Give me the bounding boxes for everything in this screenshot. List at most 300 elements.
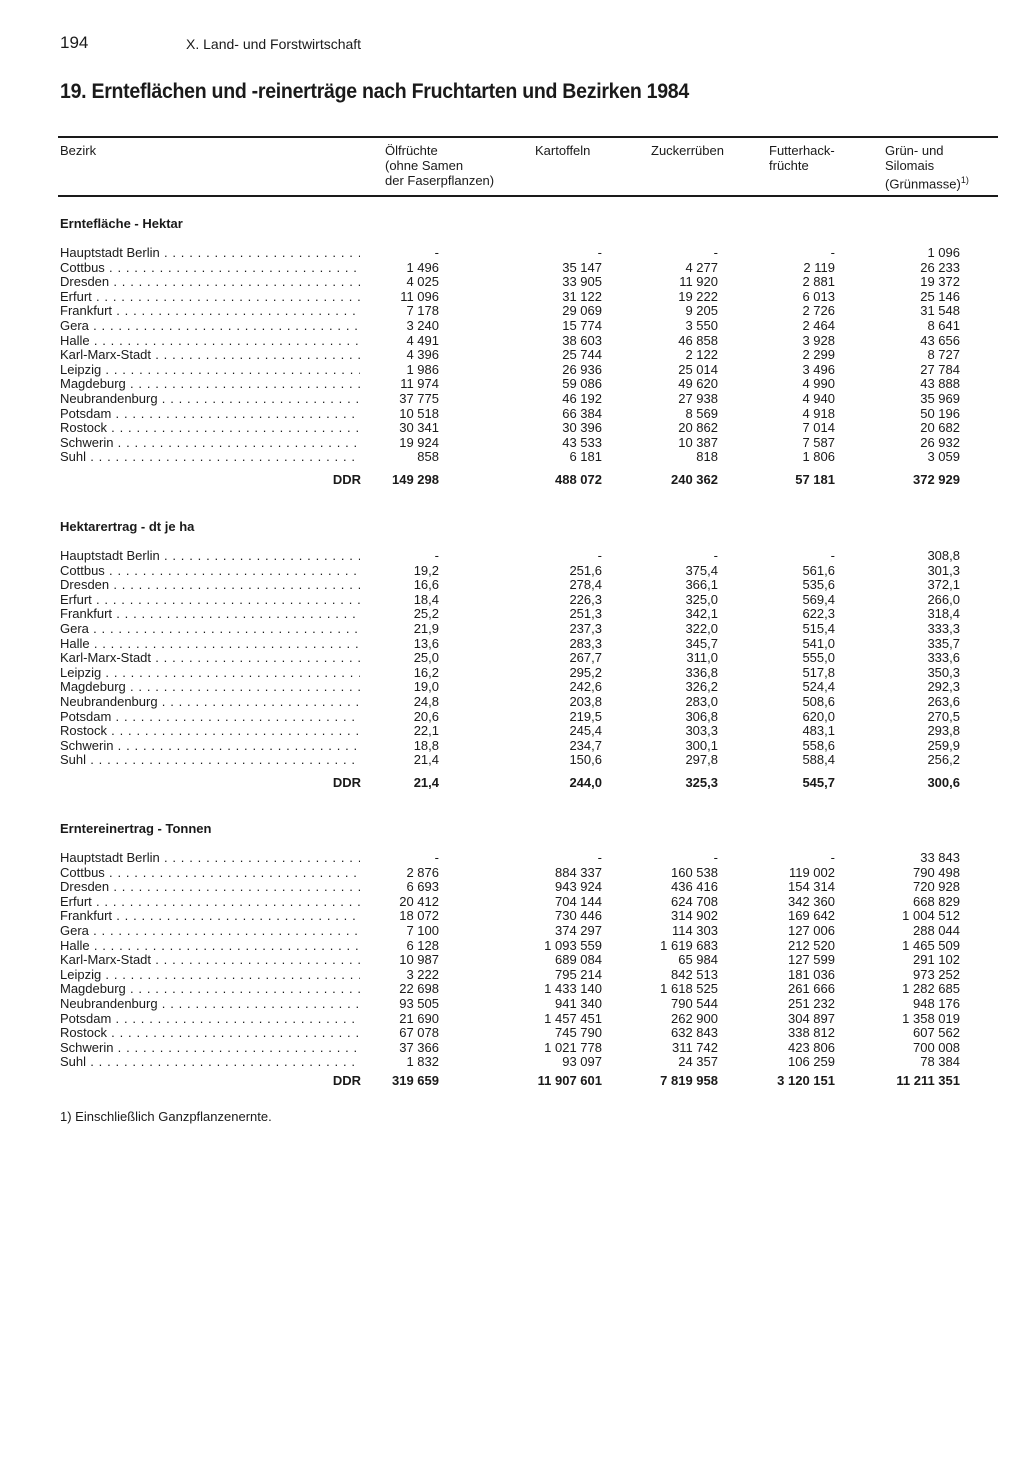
bezirk-name: Magdeburg . . . xyxy=(60,680,360,695)
table-cell: 2 726 xyxy=(802,303,835,319)
column-header-bezirk: Bezirk xyxy=(60,143,97,158)
table-cell: 4 918 xyxy=(802,405,835,421)
table-cell: - xyxy=(830,245,835,260)
table-cell: 65 984 xyxy=(678,952,718,968)
table-cell: 1 093 559 xyxy=(544,937,602,953)
table-cell: 20 412 xyxy=(399,893,439,909)
table-row xyxy=(0,564,1024,579)
table-cell: 333,6 xyxy=(927,650,960,666)
table-cell: 114 303 xyxy=(671,922,718,938)
table-cell: 620,0 xyxy=(802,708,835,724)
table-cell: 119 002 xyxy=(788,864,835,880)
page-number: 194 xyxy=(60,33,89,52)
table-row xyxy=(0,739,1024,754)
table-cell: 291 102 xyxy=(913,952,960,968)
table-cell: 35 969 xyxy=(920,390,960,406)
table-cell: 4 277 xyxy=(685,259,718,275)
table-cell: 237,3 xyxy=(569,620,602,636)
table-row xyxy=(0,275,1024,290)
table-cell: 1 021 778 xyxy=(544,1039,602,1055)
table-cell: 569,4 xyxy=(802,591,835,607)
table-cell: 624 708 xyxy=(671,893,718,909)
table-cell: 632 843 xyxy=(671,1025,718,1041)
table-cell: 704 144 xyxy=(555,893,602,909)
table-row xyxy=(0,651,1024,666)
table-row xyxy=(0,348,1024,363)
table-row xyxy=(0,1012,1024,1027)
table-cell: 326,2 xyxy=(685,679,718,695)
table-cell: 49 620 xyxy=(678,376,718,392)
table-cell: 26 932 xyxy=(920,434,960,450)
table-cell: 38 603 xyxy=(562,332,602,348)
table-cell: 226,3 xyxy=(569,591,602,607)
bezirk-name: Dresden . . . xyxy=(60,880,360,895)
table-cell: - xyxy=(713,548,718,563)
total-cell: 57 181 xyxy=(795,472,835,487)
table-cell: 314 902 xyxy=(671,908,718,924)
section-rows xyxy=(0,851,1024,1070)
table-cell: 561,6 xyxy=(802,562,835,578)
table-cell: 1 832 xyxy=(406,1054,439,1070)
table-cell: 2 122 xyxy=(685,347,718,363)
table-cell: 342 360 xyxy=(788,893,835,909)
table-cell: 35 147 xyxy=(562,259,602,275)
table-cell: 66 384 xyxy=(562,405,602,421)
table-row xyxy=(0,363,1024,378)
table-cell: 588,4 xyxy=(802,752,835,768)
table-cell: 11 920 xyxy=(679,274,718,290)
table-cell: 6 693 xyxy=(406,879,439,895)
table-cell: 4 396 xyxy=(406,347,439,363)
table-cell: 2 299 xyxy=(802,347,835,363)
total-cell: 11 211 351 xyxy=(896,1073,960,1088)
table-cell: 251,3 xyxy=(569,606,602,622)
table-cell: 1 358 019 xyxy=(902,1010,960,1026)
table-row xyxy=(0,578,1024,593)
section-rows xyxy=(0,246,1024,465)
table-cell: 541,0 xyxy=(802,635,835,651)
table-cell: 29 069 xyxy=(562,303,602,319)
table-cell: 26 936 xyxy=(562,361,602,377)
table-cell: 261 666 xyxy=(788,981,835,997)
table-row xyxy=(0,450,1024,465)
table-cell: 46 192 xyxy=(562,390,602,406)
table-cell: 11 096 xyxy=(400,288,439,304)
table-cell: 375,4 xyxy=(685,562,718,578)
table-cell: 43 533 xyxy=(562,434,602,450)
total-row xyxy=(0,472,1024,488)
table-cell: 858 xyxy=(417,449,439,465)
table-cell: 720 928 xyxy=(913,879,960,895)
table-cell: 818 xyxy=(696,449,718,465)
table-cell: - xyxy=(434,245,439,260)
table-cell: 524,4 xyxy=(802,679,835,695)
table-cell: 25,2 xyxy=(413,606,439,622)
table-cell: 18,8 xyxy=(413,737,439,753)
table-cell: 251 232 xyxy=(788,995,835,1011)
table-cell: 181 036 xyxy=(788,966,835,982)
table-cell: 1 282 685 xyxy=(902,981,960,997)
table-row xyxy=(0,953,1024,968)
bezirk-name: Potsdam . . . xyxy=(60,710,360,725)
bezirk-name: Frankfurt . . . xyxy=(60,909,360,924)
table-cell: 30 341 xyxy=(399,420,439,436)
table-cell: 259,9 xyxy=(927,737,960,753)
table-row xyxy=(0,334,1024,349)
table-cell: 303,3 xyxy=(685,723,718,739)
table-cell: 304 897 xyxy=(788,1010,835,1026)
table-cell: 16,2 xyxy=(413,664,439,680)
total-cell: 3 120 151 xyxy=(777,1073,835,1088)
table-cell: 335,7 xyxy=(927,635,960,651)
table-cell: 374 297 xyxy=(555,922,602,938)
table-cell: 336,8 xyxy=(685,664,718,680)
table-row xyxy=(0,710,1024,725)
column-header-zuckerrueben: Zuckerrüben xyxy=(651,143,724,158)
table-cell: 730 446 xyxy=(555,908,602,924)
bezirk-name: Neubrandenburg . . . xyxy=(60,695,360,710)
table-cell: 366,1 xyxy=(685,577,718,593)
table-cell: 292,3 xyxy=(927,679,960,695)
table-cell: 558,6 xyxy=(802,737,835,753)
table-row xyxy=(0,593,1024,608)
table-cell: 242,6 xyxy=(569,679,602,695)
table-cell: 288 044 xyxy=(913,922,960,938)
table-cell: 3 222 xyxy=(406,966,439,982)
total-cell: 372 929 xyxy=(913,472,960,487)
bezirk-name: Leipzig . . . xyxy=(60,968,360,983)
table-cell: 1 004 512 xyxy=(902,908,960,924)
table-row xyxy=(0,895,1024,910)
total-cell: 488 072 xyxy=(555,472,602,487)
table-cell: 668 829 xyxy=(913,893,960,909)
table-cell: 27 784 xyxy=(920,361,960,377)
table-cell: 19 924 xyxy=(399,434,439,450)
bezirk-name: Potsdam . . . xyxy=(60,1012,360,1027)
table-cell: 19 372 xyxy=(920,274,960,290)
table-cell: 322,0 xyxy=(685,620,718,636)
table-cell: 283,3 xyxy=(569,635,602,651)
total-cell: 319 659 xyxy=(392,1073,439,1088)
table-cell: 300,1 xyxy=(685,737,718,753)
table-row xyxy=(0,666,1024,681)
table-cell: 2 119 xyxy=(803,259,835,275)
table-cell: 219,5 xyxy=(569,708,602,724)
table-cell: 689 084 xyxy=(555,952,602,968)
table-cell: 20 862 xyxy=(678,420,718,436)
table-row xyxy=(0,924,1024,939)
total-cell: 244,0 xyxy=(569,775,602,790)
table-cell: 3 496 xyxy=(802,361,835,377)
table-cell: 350,3 xyxy=(927,664,960,680)
table-cell: 212 520 xyxy=(788,937,835,953)
table-cell: 25 014 xyxy=(678,361,718,377)
table-row xyxy=(0,392,1024,407)
table-cell: 6 013 xyxy=(802,288,835,304)
bezirk-name: Cottbus . . . xyxy=(60,261,360,276)
table-cell: 30 396 xyxy=(562,420,602,436)
table-cell: 508,6 xyxy=(802,693,835,709)
table-cell: 884 337 xyxy=(555,864,602,880)
bezirk-name: Rostock . . . xyxy=(60,1026,360,1041)
total-cell: 7 819 958 xyxy=(660,1073,718,1088)
table-cell: 333,3 xyxy=(927,620,960,636)
table-cell: - xyxy=(713,850,718,865)
table-cell: 311 742 xyxy=(671,1039,718,1055)
bezirk-name: Halle . . . xyxy=(60,637,360,652)
header-rule xyxy=(58,195,998,197)
bezirk-name: Dresden . . . xyxy=(60,275,360,290)
bezirk-name: Leipzig . . . xyxy=(60,666,360,681)
table-row xyxy=(0,753,1024,768)
table-cell: 10 987 xyxy=(399,952,439,968)
table-cell: 78 384 xyxy=(920,1054,960,1070)
table-cell: 1 618 525 xyxy=(660,981,718,997)
table-cell: 338 812 xyxy=(788,1025,835,1041)
column-header-futterhackfruechte: Futterhack- früchte xyxy=(769,143,835,173)
section-rows xyxy=(0,549,1024,768)
table-cell: 127 006 xyxy=(788,922,835,938)
table-cell: 10 518 xyxy=(399,405,439,421)
table-row xyxy=(0,866,1024,881)
table-cell: 1 496 xyxy=(406,259,439,275)
table-cell: 59 086 xyxy=(562,376,602,392)
bezirk-name: Rostock . . . xyxy=(60,724,360,739)
table-cell: 278,4 xyxy=(569,577,602,593)
table-cell: 10 387 xyxy=(678,434,718,450)
table-row xyxy=(0,290,1024,305)
table-cell: 20 682 xyxy=(920,420,960,436)
table-row xyxy=(0,724,1024,739)
table-row xyxy=(0,1026,1024,1041)
table-cell: 1 096 xyxy=(927,245,960,260)
table-row xyxy=(0,695,1024,710)
table-cell: 67 078 xyxy=(399,1025,439,1041)
bezirk-name: Suhl . . . xyxy=(60,1055,360,1070)
table-cell: 127 599 xyxy=(788,952,835,968)
table-cell: 245,4 xyxy=(569,723,602,739)
bezirk-name: Hauptstadt Berlin . . . xyxy=(60,851,360,866)
table-cell: 515,4 xyxy=(802,620,835,636)
bezirk-name: Halle . . . xyxy=(60,939,360,954)
bezirk-name: Frankfurt . . . xyxy=(60,304,360,319)
table-cell: 622,3 xyxy=(802,606,835,622)
table-cell: 790 544 xyxy=(671,995,718,1011)
table-cell: 1 457 451 xyxy=(544,1010,602,1026)
table-cell: 25,0 xyxy=(413,650,439,666)
table-cell: 19 222 xyxy=(678,288,718,304)
column-header-kartoffeln: Kartoffeln xyxy=(535,143,591,158)
bezirk-name: Cottbus . . . xyxy=(60,564,360,579)
table-cell: 26 233 xyxy=(920,259,960,275)
bezirk-name: Neubrandenburg . . . xyxy=(60,392,360,407)
bezirk-name: Magdeburg . . . xyxy=(60,982,360,997)
top-rule xyxy=(58,136,998,138)
table-cell: - xyxy=(434,850,439,865)
table-cell: 325,0 xyxy=(685,591,718,607)
table-cell: 318,4 xyxy=(927,606,960,622)
table-cell: 22 698 xyxy=(399,981,439,997)
table-row xyxy=(0,261,1024,276)
table-cell: 7 014 xyxy=(802,420,835,436)
total-row xyxy=(0,775,1024,791)
total-cell: 149 298 xyxy=(392,472,439,487)
table-cell: 4 025 xyxy=(406,274,439,290)
section-title: Erntefläche - Hektar xyxy=(60,216,183,231)
table-cell: 22,1 xyxy=(413,723,439,739)
table-row xyxy=(0,880,1024,895)
table-cell: 293,8 xyxy=(927,723,960,739)
table-cell: 795 214 xyxy=(555,966,602,982)
table-cell: 270,5 xyxy=(927,708,960,724)
table-cell: 9 205 xyxy=(685,303,718,319)
table-cell: 267,7 xyxy=(569,650,602,666)
table-cell: 8 569 xyxy=(685,405,718,421)
bezirk-name: Karl-Marx-Stadt . . . xyxy=(60,651,360,666)
table-cell: 948 176 xyxy=(913,995,960,1011)
table-cell: 31 548 xyxy=(920,303,960,319)
bezirk-name: Dresden . . . xyxy=(60,578,360,593)
bezirk-name: Hauptstadt Berlin . . . xyxy=(60,246,360,261)
table-cell: 20,6 xyxy=(413,708,439,724)
table-cell: 973 252 xyxy=(913,966,960,982)
table-row xyxy=(0,421,1024,436)
chapter-heading: X. Land- und Forstwirtschaft xyxy=(186,36,362,52)
table-cell: 283,0 xyxy=(685,693,718,709)
table-title: 19. Ernteflächen und -reinerträge nach Fruchtarten und Bezirken 1984 xyxy=(60,80,689,103)
bezirk-name: Gera . . . xyxy=(60,319,360,334)
total-cell: 545,7 xyxy=(802,775,835,790)
table-row xyxy=(0,637,1024,652)
table-cell: 16,6 xyxy=(413,577,439,593)
table-cell: 33 905 xyxy=(562,274,602,290)
table-cell: 517,8 xyxy=(802,664,835,680)
table-cell: 842 513 xyxy=(671,966,718,982)
bezirk-name: Suhl . . . xyxy=(60,450,360,465)
bezirk-name: Leipzig . . . xyxy=(60,363,360,378)
table-cell: - xyxy=(597,548,602,563)
table-cell: 2 876 xyxy=(406,864,439,880)
table-cell: 306,8 xyxy=(685,708,718,724)
table-cell: 1 619 683 xyxy=(660,937,718,953)
table-row xyxy=(0,304,1024,319)
table-cell: 18,4 xyxy=(413,591,439,607)
table-cell: 18 072 xyxy=(399,908,439,924)
bezirk-name: Cottbus . . . xyxy=(60,866,360,881)
table-cell: 941 340 xyxy=(555,995,602,1011)
table-row xyxy=(0,968,1024,983)
table-cell: 13,6 xyxy=(413,635,439,651)
total-cell: 11 907 601 xyxy=(537,1073,602,1088)
table-cell: 19,2 xyxy=(413,562,439,578)
bezirk-name: Gera . . . xyxy=(60,622,360,637)
table-cell: 423 806 xyxy=(788,1039,835,1055)
table-cell: 25 146 xyxy=(920,288,960,304)
table-cell: 3 550 xyxy=(685,317,718,333)
table-cell: 24,8 xyxy=(413,693,439,709)
bezirk-name: Karl-Marx-Stadt . . . xyxy=(60,348,360,363)
total-cell: 21,4 xyxy=(413,775,439,790)
table-cell: 8 641 xyxy=(927,317,960,333)
table-cell: 93 097 xyxy=(562,1054,602,1070)
bezirk-name: Neubrandenburg . . . xyxy=(60,997,360,1012)
table-row xyxy=(0,997,1024,1012)
table-cell: 1 433 140 xyxy=(544,981,602,997)
table-cell: - xyxy=(597,245,602,260)
bezirk-name: Magdeburg . . . xyxy=(60,377,360,392)
footnote-mark: 1) xyxy=(960,175,969,185)
table-row xyxy=(0,982,1024,997)
table-row xyxy=(0,851,1024,866)
table-cell: 372,1 xyxy=(927,577,960,593)
section-title: Hektarertrag - dt je ha xyxy=(60,519,195,534)
table-cell: 43 888 xyxy=(920,376,960,392)
table-cell: 535,6 xyxy=(802,577,835,593)
table-cell: 6 128 xyxy=(406,937,439,953)
table-cell: 2 464 xyxy=(802,317,835,333)
bezirk-name: Erfurt . . . xyxy=(60,290,360,305)
table-cell: - xyxy=(830,850,835,865)
table-row xyxy=(0,549,1024,564)
table-cell: 7 100 xyxy=(406,922,439,938)
total-label: DDR xyxy=(332,472,361,487)
table-cell: 3 928 xyxy=(802,332,835,348)
total-row xyxy=(0,1073,1024,1089)
table-row xyxy=(0,909,1024,924)
table-cell: - xyxy=(597,850,602,865)
bezirk-name: Schwerin . . . xyxy=(60,436,360,451)
bezirk-name: Frankfurt . . . xyxy=(60,607,360,622)
table-cell: 7 587 xyxy=(802,434,835,450)
table-cell: - xyxy=(830,548,835,563)
table-row xyxy=(0,436,1024,451)
total-cell: 325,3 xyxy=(685,775,718,790)
table-cell: 251,6 xyxy=(569,562,602,578)
table-cell: 37 775 xyxy=(399,390,439,406)
table-cell: 345,7 xyxy=(685,635,718,651)
total-cell: 300,6 xyxy=(927,775,960,790)
table-cell: 43 656 xyxy=(920,332,960,348)
table-cell: 555,0 xyxy=(802,650,835,666)
table-cell: 27 938 xyxy=(678,390,718,406)
bezirk-name: Erfurt . . . xyxy=(60,895,360,910)
table-cell: 301,3 xyxy=(927,562,960,578)
table-cell: 1 465 509 xyxy=(902,937,960,953)
bezirk-name: Suhl . . . xyxy=(60,753,360,768)
column-header-oelfruechte: Ölfrüchte (ohne Samen der Faserpflanzen) xyxy=(385,143,495,188)
table-cell: 436 416 xyxy=(671,879,718,895)
table-cell: 4 990 xyxy=(802,376,835,392)
bezirk-name: Potsdam . . . xyxy=(60,407,360,422)
table-cell: 6 181 xyxy=(569,449,602,465)
table-cell: 21,4 xyxy=(413,752,439,768)
table-cell: 24 357 xyxy=(678,1054,718,1070)
table-row xyxy=(0,319,1024,334)
table-cell: 19,0 xyxy=(413,679,439,695)
table-cell: 160 538 xyxy=(671,864,718,880)
table-cell: 308,8 xyxy=(927,548,960,563)
section-title: Erntereinertrag - Tonnen xyxy=(60,821,212,836)
table-cell: 263,6 xyxy=(927,693,960,709)
table-cell: 50 196 xyxy=(920,405,960,421)
table-cell: - xyxy=(434,548,439,563)
bezirk-name: Gera . . . xyxy=(60,924,360,939)
table-cell: 4 491 xyxy=(406,332,439,348)
table-row xyxy=(0,607,1024,622)
table-cell: 297,8 xyxy=(685,752,718,768)
table-row xyxy=(0,246,1024,261)
total-label: DDR xyxy=(332,775,361,790)
